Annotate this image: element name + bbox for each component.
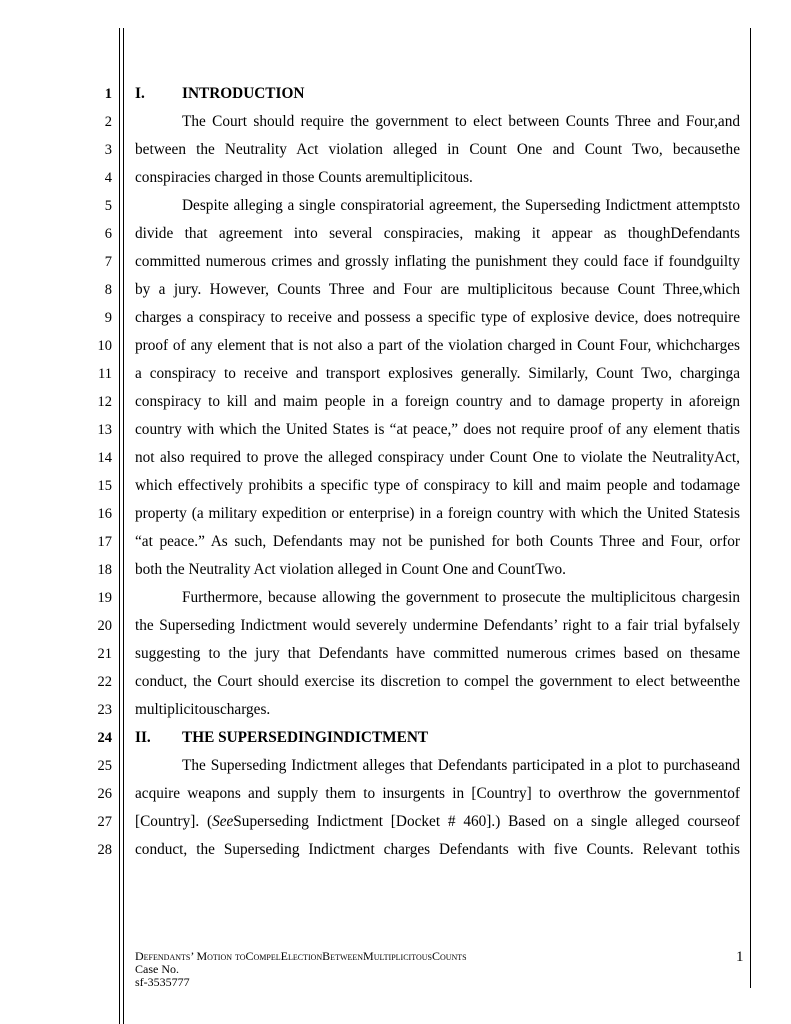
text-line: not also required to prove the alleged conspiracy under Count One to violate the NeutralityAct, — [135, 449, 740, 466]
text-line: which effectively prohibits a specific type of conspiracy to kill and maim people and todamage — [135, 477, 740, 494]
section-title: INTRODUCTION — [182, 85, 305, 102]
left-margin-rule-inner — [123, 28, 124, 1024]
page-footer — [135, 950, 467, 989]
line-number: 14 — [97, 450, 112, 466]
line-number: 9 — [104, 310, 112, 326]
line-number: 11 — [98, 366, 112, 382]
line-number: 19 — [97, 590, 112, 606]
line-number: 8 — [104, 282, 112, 298]
text-line: conspiracies charged in those Counts aremultiplicitous. — [135, 169, 473, 186]
text-line: the Superseding Indictment would severely undermine Defendants’ right to a fair trial byfalsely — [135, 617, 740, 634]
text-line: suggesting to the jury that Defendants have committed numerous crimes based on thesame — [135, 645, 740, 662]
line-number: 13 — [97, 422, 112, 438]
text-line: by a jury. However, Counts Three and Four are multiplicitous because Count Three,which — [135, 281, 740, 298]
line-number: 20 — [97, 618, 112, 634]
text-line: acquire weapons and supply them to insurgents in [Country] to overthrow the governmentof — [135, 785, 740, 802]
text-line: conduct, the Court should exercise its discretion to compel the government to elect betweenthe — [135, 673, 740, 690]
text-line: multiplicitouscharges. — [135, 701, 271, 718]
text-line: country with which the United States is “at peace,” does not require proof of any element thatis — [135, 421, 740, 438]
line-number: 21 — [97, 646, 112, 662]
section-number: II. — [135, 729, 151, 746]
text-line: conduct, the Superseding Indictment charges Defendants with five Counts. Relevant tothis — [135, 841, 740, 858]
text-line: Despite alleging a single conspiratorial agreement, the Superseding Indictment attemptsto — [182, 197, 740, 214]
line-number: 2 — [104, 114, 112, 130]
text-line: property (a military expedition or enterprise) in a foreign country with which the United Statesis — [135, 505, 740, 522]
line-number: 5 — [104, 198, 112, 214]
footer-document-title: Defendants’ Motion toCompelElectionBetweenMultiplicitousCounts — [135, 949, 467, 963]
text-span: [Country]. ( — [135, 813, 213, 830]
section-number: I. — [135, 85, 145, 102]
page-number: 1 — [736, 949, 744, 965]
text-line: “at peace.” As such, Defendants may not be punished for both Counts Three and Four, orfor — [135, 533, 740, 550]
text-line: Furthermore, because allowing the government to prosecute the multiplicitous chargesin — [182, 589, 740, 606]
footer-document-id: sf-3535777 — [135, 975, 190, 989]
line-number: 23 — [97, 702, 112, 718]
line-number: 4 — [104, 170, 112, 186]
line-number: 25 — [97, 758, 112, 774]
text-line: committed numerous crimes and grossly inflating the punishment they could face if foundguilty — [135, 253, 740, 270]
line-number: 16 — [97, 506, 112, 522]
text-line: The Superseding Indictment alleges that Defendants participated in a plot to purchaseand — [182, 757, 740, 774]
line-number: 3 — [104, 142, 112, 158]
line-number: 7 — [104, 254, 112, 270]
text-line: both the Neutrality Act violation alleged in Count One and CountTwo. — [135, 561, 566, 578]
line-number: 15 — [97, 478, 112, 494]
text-line: The Court should require the government to elect between Counts Three and Four,and — [182, 113, 740, 130]
footer-case-number: Case No. — [135, 962, 179, 976]
line-number: 22 — [97, 674, 112, 690]
section-heading-superseding-indictment — [135, 724, 740, 752]
line-number: 6 — [104, 226, 112, 242]
section-heading-introduction — [135, 80, 740, 108]
text-line: divide that agreement into several conspiracies, making it appear as thoughDefendants — [135, 225, 740, 242]
text-span: Superseding Indictment [Docket # 460].) Based on a single alleged courseof — [233, 813, 740, 830]
section-title: THE SUPERSEDINGINDICTMENT — [182, 729, 429, 746]
line-number: 18 — [97, 562, 112, 578]
line-number: 27 — [97, 814, 112, 830]
text-line: a conspiracy to receive and transport explosives generally. Similarly, Count Two, charginga — [135, 365, 740, 382]
right-margin-rule — [750, 28, 751, 988]
line-number: 12 — [97, 394, 112, 410]
see-signal: See — [212, 813, 234, 830]
line-number: 28 — [97, 842, 112, 858]
text-line: charges a conspiracy to receive and possess a specific type of explosive device, does notrequire — [135, 309, 740, 326]
line-number: 17 — [97, 534, 112, 550]
line-number: 24 — [97, 730, 112, 746]
text-line — [135, 808, 740, 836]
text-line: conspiracy to kill and maim people in a foreign country and to damage property in aforeign — [135, 393, 740, 410]
line-number: 26 — [97, 786, 112, 802]
left-margin-rule-outer — [119, 28, 120, 1024]
text-line: between the Neutrality Act violation alleged in Count One and Count Two, becausethe — [135, 141, 740, 158]
line-number: 1 — [104, 86, 112, 102]
text-line: proof of any element that is not also a part of the violation charged in Count Four, whichcharges — [135, 337, 740, 354]
line-number: 10 — [97, 338, 112, 354]
